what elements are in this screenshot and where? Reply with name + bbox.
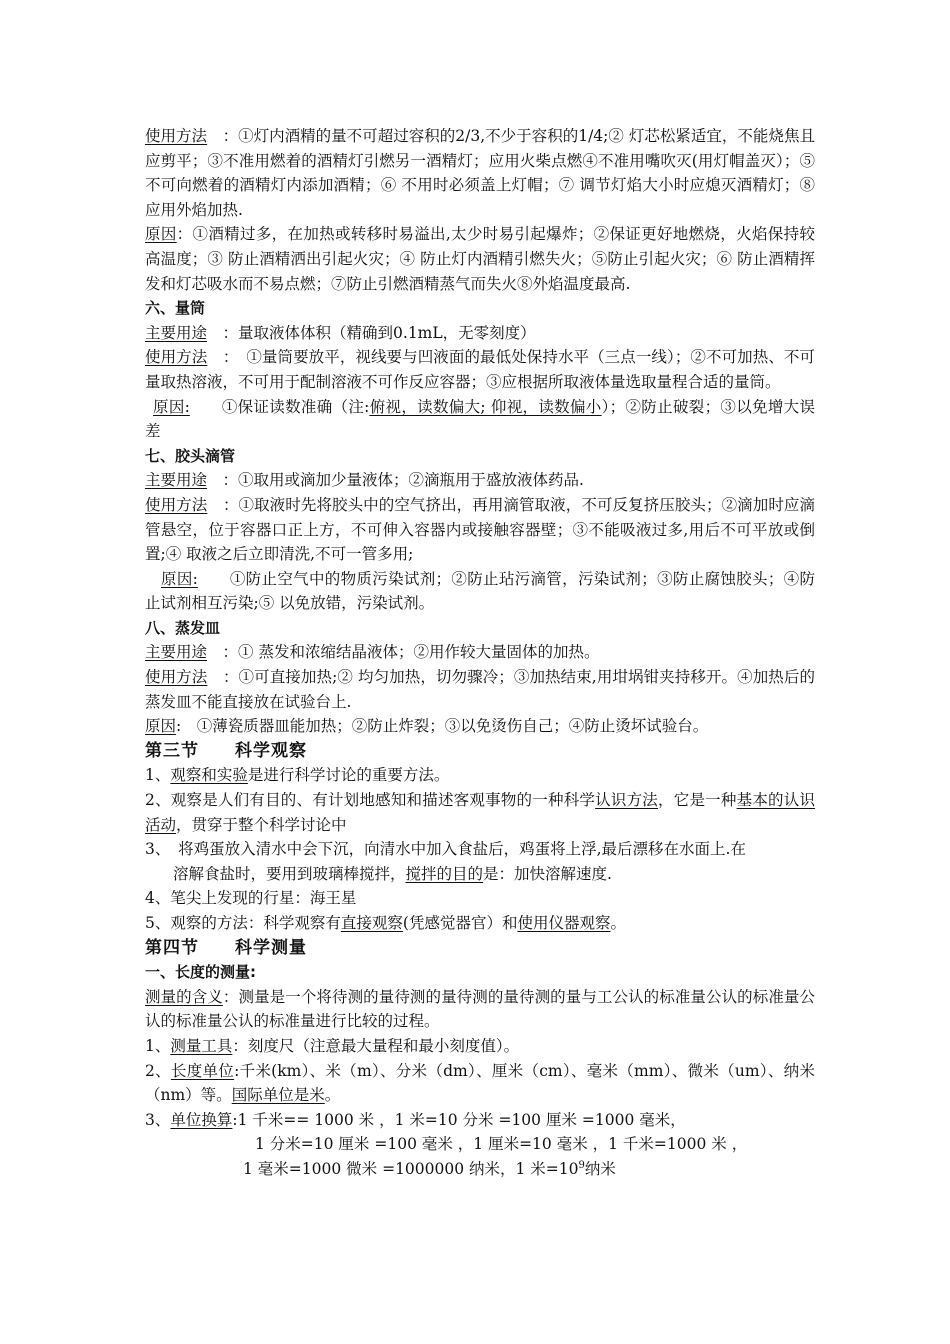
item-text: 。 [324, 1086, 341, 1105]
reason-underlined: 俯视，读数偏大; 仰视，读数偏小 [369, 397, 602, 416]
use-text: ：① 蒸发和浓缩结晶液体；②用作较大量固体的加热。 [222, 643, 600, 662]
use-text: ：①取用或滴加少量液体；②滴瓶用于盛放液体药品. [222, 471, 584, 490]
section3-heading [145, 739, 815, 764]
item-underlined: 长度单位 [170, 1061, 235, 1080]
dish-method [145, 665, 815, 714]
evaporating-dish-heading: 八、蒸发皿 [145, 618, 221, 637]
method-text: ：①可直接加热;② 均匀加热，切勿骤冷；③加热结束,用坩埚钳夹持移开。④加热后的蒸发皿不能直接放在试验台上. [145, 668, 815, 711]
unit-conversion-line-3 [145, 1157, 815, 1182]
reason-label: 原因: [161, 569, 198, 588]
item-underlined: 直接观察 [340, 914, 403, 932]
observation-item-3 [145, 837, 815, 862]
item-number: 1、 [145, 766, 171, 785]
item-text: 是进行科学讨论的重要方法。 [247, 766, 450, 785]
reason-text: ①防止空气中的物质污染试剂；②防止玷污滴管，污染试剂；③防止腐蚀胶头；④防止试剂相互污染;⑤ 以免放错，污染试剂。 [145, 569, 815, 613]
item-underlined: 观察和实验 [170, 766, 248, 785]
item-text: ：刻度尺（注意最大量程和最小刻度值）。 [232, 1036, 520, 1055]
definition-label: 测量的含义 [145, 987, 223, 1006]
item-underlined: 单位换算 [170, 1110, 233, 1129]
measurement-item-3 [145, 1108, 815, 1133]
observation-item-2 [145, 788, 815, 837]
section4-heading [145, 936, 815, 961]
observation-item-3-cont [145, 862, 815, 887]
method-text: ： ①量筒要放平，视线要与凹液面的最低处保持水平（三点一线）；②不可加热、不可量取热溶液，不可用于配制溶液不可作反应容器；③应根据所取液体量选取量程合适的量筒。 [145, 348, 815, 391]
document-page [145, 124, 815, 1182]
item-underlined: 认识方法 [595, 791, 659, 810]
use-label: 主要用途 [145, 471, 208, 490]
item-text: (凭感觉器官）和 [402, 914, 518, 932]
dish-reason [145, 714, 815, 739]
dish-use [145, 640, 815, 665]
graduated-cylinder-heading: 六、量筒 [145, 299, 206, 318]
section3-number: 第三节 [145, 740, 199, 761]
alcohol-lamp-usage [145, 124, 815, 222]
item-number: 3、 [145, 1110, 171, 1129]
definition-text: ：测量是一个将待测的量待测的量待测的量待测的量与工公认的标准量公认的标准量公认的标准量公认的标准量进行比较的过程。 [145, 987, 815, 1031]
section3-title: 科学观察 [235, 740, 307, 761]
item-underlined: 基本的认识活动 [145, 791, 815, 834]
conversion-text: 纳米 [584, 1159, 616, 1178]
usage-text: ：①灯内酒精的量不可超过容积的2/3,不少于容积的1/4;② 灯芯松紧适宜，不能烧焦且应剪平；③不准用燃着的酒精灯引燃另一酒精灯；应用火柴点燃④不准用嘴吹灭(用灯帽盖灭）；⑤不可向燃着的酒精灯内添加酒精；⑥ 不用时必须盖上灯帽；⑦ 调节灯焰大小时应熄灭酒精灯；⑧应用外焰加热. [145, 127, 815, 219]
item-text: 2、观察是人们有目的、有计划地感知和描述客观事物的一种科学 [145, 791, 596, 810]
method-label: 使用方法 [145, 495, 208, 514]
use-label: 主要用途 [145, 323, 208, 342]
method-label: 使用方法 [145, 668, 208, 687]
reason-post: ）；②防止破裂；③以免增大误差 [145, 397, 815, 441]
item-number: 2、 [145, 1061, 171, 1080]
item-text: 溶解食盐时，要用到玻璃棒搅拌， [173, 864, 406, 883]
observation-item-5 [145, 911, 815, 936]
item-underlined: 搅拌的目的 [405, 864, 484, 883]
reason-label: 原因 [145, 717, 177, 736]
item-underlined: 测量工具 [170, 1036, 233, 1055]
usage-label: 使用方法 [145, 127, 208, 145]
item-text: 是：加快溶解速度. [483, 864, 612, 883]
section4-title: 科学测量 [235, 937, 307, 958]
item-number: 1、 [145, 1036, 171, 1055]
observation-item-4: 4、笔尖上发现的行星：海王星 [145, 889, 357, 908]
dropper-reason [145, 567, 815, 616]
item-underlined: 国际单位是米 [231, 1086, 325, 1105]
measurement-item-2 [145, 1059, 815, 1108]
cylinder-use [145, 321, 815, 346]
use-text: ：量取液体体积（精确到0.1mL，无零刻度） [222, 323, 536, 342]
item-underlined: 使用仪器观察 [517, 914, 611, 932]
use-label: 主要用途 [145, 643, 208, 662]
reason-label: 原因: [153, 397, 190, 416]
dropper-method [145, 493, 815, 567]
reason-label: 原因 [145, 225, 177, 244]
item-text: 3、 将鸡蛋放入清水中会下沉，向清水中加入食盐后，鸡蛋将上浮,最后漂移在水面上.在 [145, 840, 746, 859]
reason-text: ：①酒精过多，在加热或转移时易溢出,太少时易引起爆炸；②保证更好地燃烧，火焰保持较高温度；③ 防止酒精洒出引起火灾；④ 防止灯内酒精引燃失火；⑤防止引起火灾；⑥ 防止酒精挥发和灯芯吸水而不易点燃；⑦防止引燃酒精蒸气而失火⑧外焰温度最高. [145, 225, 815, 293]
item-text: 5、观察的方法：科学观察有 [145, 914, 341, 932]
cylinder-reason [145, 395, 815, 444]
section4-number: 第四节 [145, 937, 199, 958]
alcohol-lamp-reason [145, 222, 815, 296]
conversion-text: 1 毫米=1000 微米 =1000000 纳米，1 米=10 [243, 1159, 579, 1178]
method-label: 使用方法 [145, 348, 208, 367]
reason-pre: ①保证读数准确（注: [206, 397, 370, 416]
dropper-use [145, 468, 815, 493]
reason-text: : ①薄瓷质器皿能加热；②防止炸裂；③以免烫伤自己；④防止烫坏试验台。 [176, 717, 709, 736]
method-text: ：①取液时先将胶头中的空气挤出，再用滴管取液，不可反复挤压胶头；②滴加时应滴管悬空，位于容器口正上方，不可伸入容器内或接触容器壁；③不能吸液过多,用后不可平放或倒置;④ 取液之后立即清洗,不可一管多用; [145, 495, 815, 564]
item-text: 。 [610, 914, 626, 932]
exponent: 9 [578, 1159, 585, 1171]
dropper-heading: 七、胶头滴管 [145, 446, 236, 465]
length-measurement-heading: 一、长度的测量: [145, 963, 256, 982]
measurement-item-1 [145, 1034, 815, 1059]
observation-item-1 [145, 763, 815, 788]
measurement-definition [145, 985, 815, 1034]
item-text: :千米(km）、米（m）、分米（dm）、厘米（cm）、毫米（mm）、微米（um）、纳米（nm）等。 [145, 1061, 815, 1105]
cylinder-method [145, 345, 815, 394]
unit-conversion-line-2: 1 分米=10 厘米 =100 毫米 ，1 厘米=10 毫米 ，1 千米=1000 米 ， [255, 1135, 748, 1154]
item-text: ，贯穿于整个科学讨论中 [176, 815, 347, 834]
item-text: :1 千米== 1000 米 ，1 米=10 分米 =100 厘米 =1000 毫米， [232, 1110, 686, 1129]
item-text: ，它是一种 [658, 791, 737, 810]
